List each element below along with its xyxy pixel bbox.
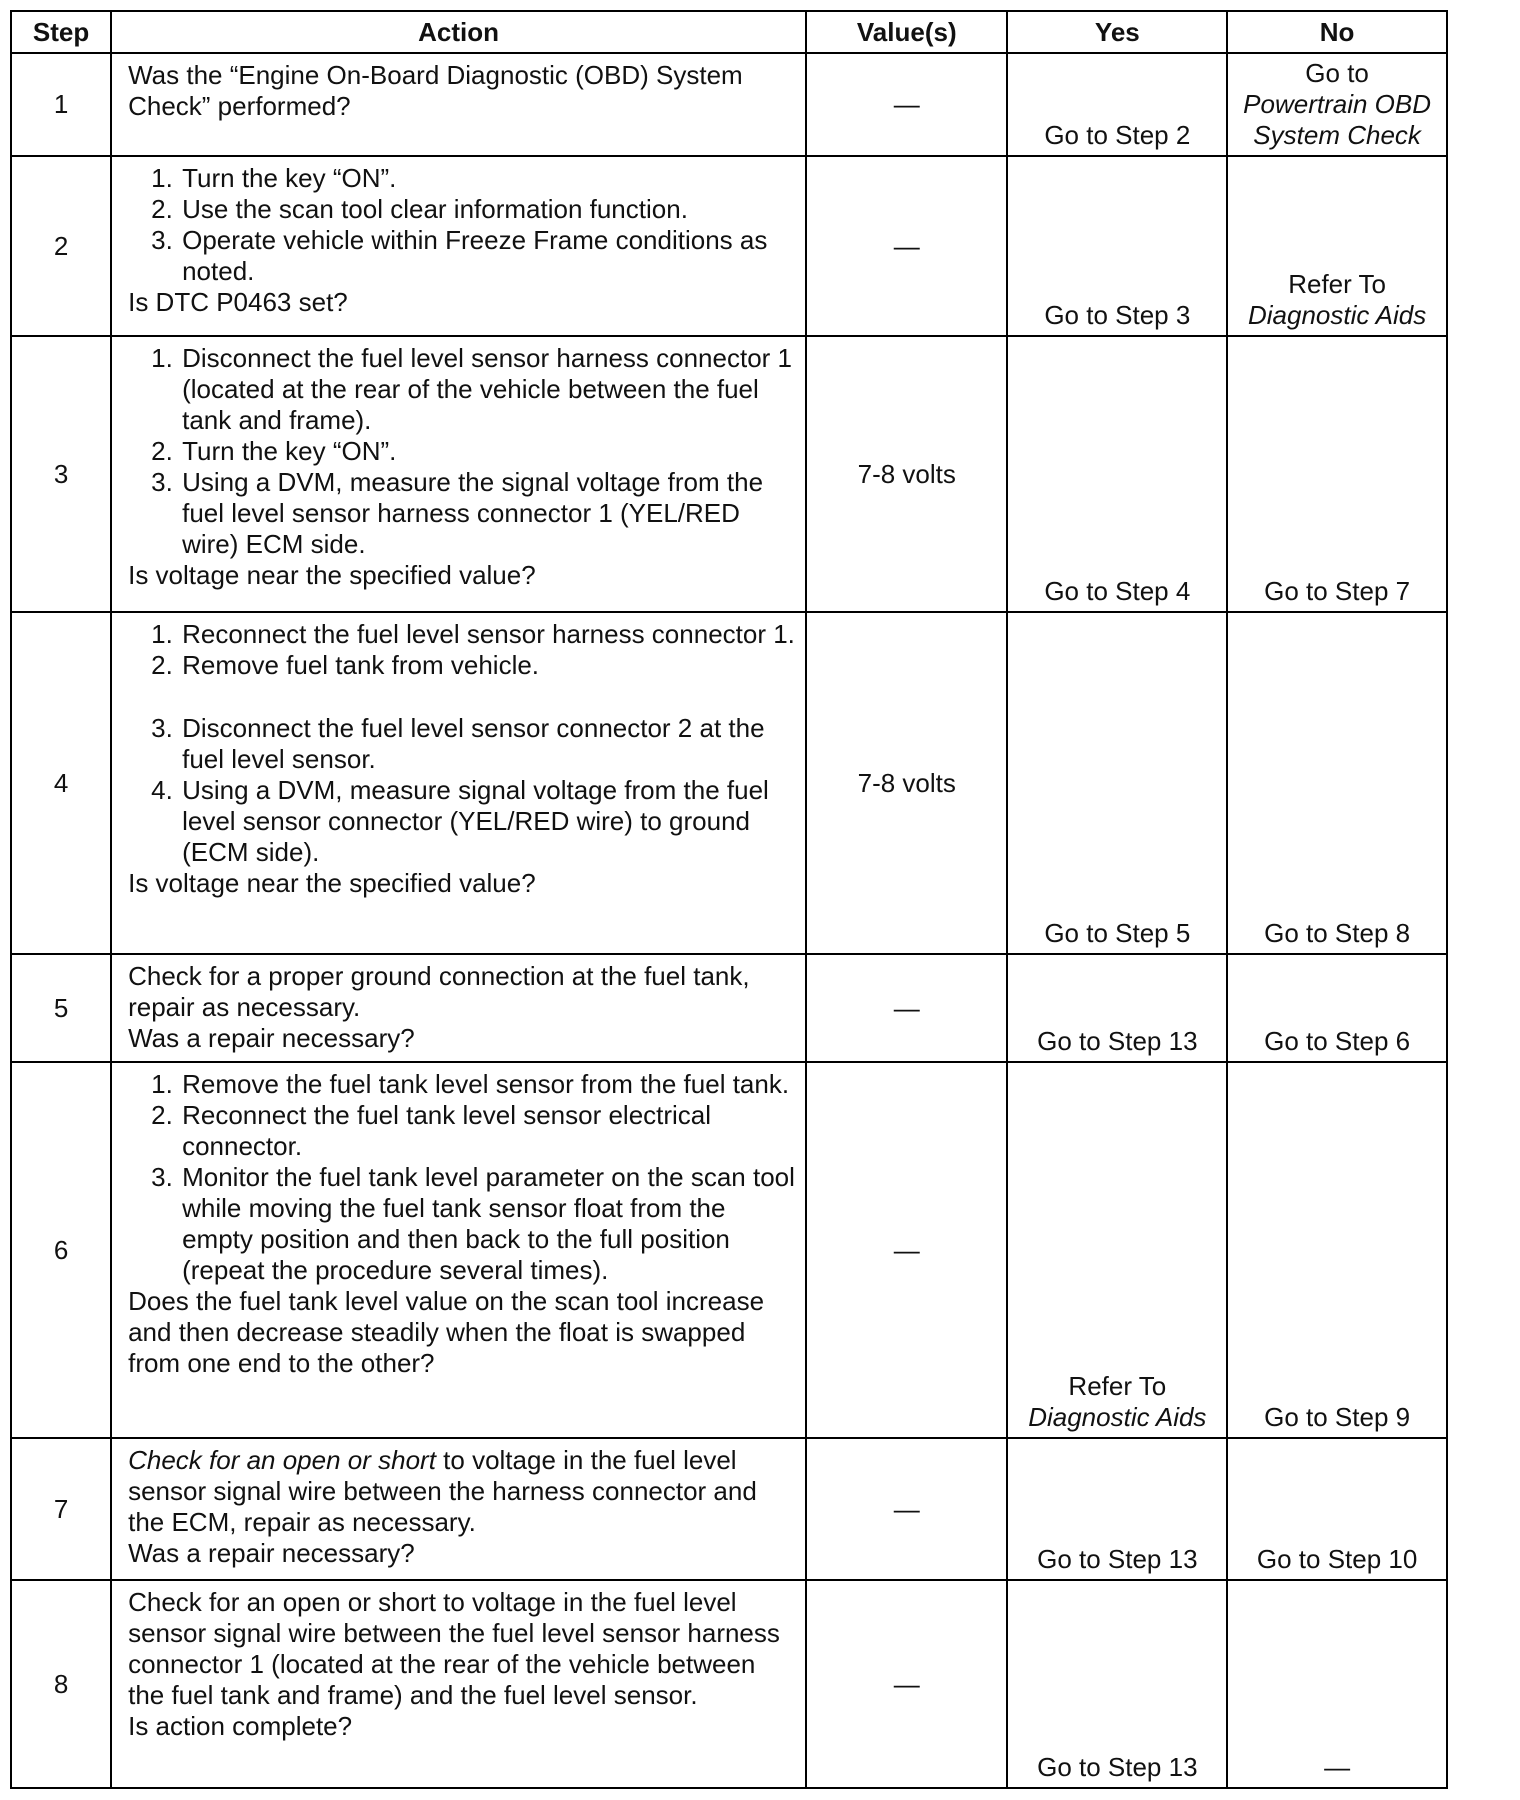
no-cell (1227, 1062, 1447, 1438)
no-cell (1227, 954, 1447, 1062)
action-step-item: 3. Monitor the fuel tank level parameter on the scan tool while moving the fuel tank sensor float from the empty position and then back to the full position (repeat the procedure several times). (180, 1162, 795, 1286)
no-result: Go to Step 8 (1264, 918, 1411, 948)
yes-cell (1007, 1438, 1227, 1580)
table-row (11, 1438, 1447, 1580)
no-result: Go to Step 7 (1264, 576, 1411, 606)
no-result: Go to Step 10 (1256, 1544, 1418, 1574)
action-text: Check for a proper ground connection at the fuel tank, repair as necessary. (128, 961, 750, 1022)
table-row (11, 612, 1447, 954)
step-number: 4 (11, 612, 111, 954)
action-step-item: 3. Operate vehicle within Freeze Frame conditions as noted. (180, 225, 795, 287)
no-result: Refer To (1288, 269, 1386, 299)
action-question: Is DTC P0463 set? (128, 287, 348, 317)
table-row (11, 1580, 1447, 1788)
value-cell: — (806, 1438, 1007, 1580)
no-cell (1227, 1438, 1447, 1580)
value-cell: 7-8 volts (806, 336, 1007, 612)
step-number: 5 (11, 954, 111, 1062)
action-step-item: 2. Turn the key “ON”. (180, 436, 795, 467)
no-result-reference: Powertrain OBD System Check (1243, 89, 1432, 150)
yes-result: Refer To (1068, 1371, 1167, 1401)
no-result: Go to Step 9 (1264, 1402, 1411, 1432)
diagnostic-page (10, 10, 1448, 1789)
step-number: 6 (11, 1062, 111, 1438)
action-step-item: 2. Reconnect the fuel tank level sensor electrical connector. (180, 1100, 795, 1162)
yes-result: Go to Step 2 (1044, 120, 1191, 150)
yes-cell (1007, 1062, 1227, 1438)
action-step-item: 3. Disconnect the fuel level sensor connector 2 at the fuel level sensor. (180, 713, 795, 775)
action-cell (111, 612, 806, 954)
action-cell (111, 1580, 806, 1788)
action-text: Check for an open or short to voltage in the fuel level sensor signal wire between the fuel level sensor harness connector 1 (located at the rear of the vehicle between the fuel tank and frame) and the fuel level sensor. (128, 1587, 780, 1710)
action-cell (111, 1062, 806, 1438)
action-steps (128, 163, 795, 287)
no-cell (1227, 336, 1447, 612)
action-steps (128, 343, 795, 560)
action-step-item: 3. Using a DVM, measure the signal voltage from the fuel level sensor harness connector 1 (YEL/RED wire) ECM side. (180, 467, 795, 560)
action-text-rest: to voltage in the fuel level sensor signal wire between the harness connector and the ECM, repair as necessary. (128, 1445, 757, 1537)
table-row (11, 53, 1447, 156)
step-number: 1 (11, 53, 111, 156)
no-result: Go to Step 6 (1264, 1026, 1411, 1056)
action-step-item: 2. Use the scan tool clear information function. (180, 194, 795, 225)
action-cell (111, 336, 806, 612)
value-cell: — (806, 156, 1007, 336)
action-step-item: 1. Remove the fuel tank level sensor from the fuel tank. (180, 1069, 795, 1100)
action-question: Does the fuel tank level value on the scan tool increase and then decrease steadily when the float is swapped from one end to the other? (128, 1286, 765, 1378)
action-step-item: 1. Disconnect the fuel level sensor harness connector 1 (located at the rear of the vehicle between the fuel tank and frame). (180, 343, 795, 436)
value-cell: — (806, 1580, 1007, 1788)
value-cell: — (806, 954, 1007, 1062)
table-row (11, 156, 1447, 336)
yes-result: Go to Step 13 (1037, 1026, 1198, 1056)
yes-result: Go to Step 5 (1044, 918, 1191, 948)
header-yes: Yes (1007, 11, 1227, 53)
header-action: Action (111, 11, 806, 53)
action-steps (128, 1069, 795, 1286)
action-question: Was a repair necessary? (128, 1538, 415, 1568)
no-cell (1227, 612, 1447, 954)
step-number: 2 (11, 156, 111, 336)
header-no: No (1227, 11, 1447, 53)
diagnostic-table (10, 10, 1448, 1789)
action-question: Is action complete? (128, 1711, 353, 1741)
no-result: Go to (1305, 58, 1369, 88)
no-cell (1227, 156, 1447, 336)
yes-cell (1007, 612, 1227, 954)
yes-result: Go to Step 13 (1037, 1752, 1198, 1782)
no-result-reference: Diagnostic Aids (1247, 300, 1427, 330)
action-text: Was the “Engine On-Board Diagnostic (OBD) System Check” performed? (128, 60, 743, 121)
action-question: Is voltage near the specified value? (128, 560, 536, 590)
step-number: 7 (11, 1438, 111, 1580)
no-cell (1227, 1580, 1447, 1788)
step-number: 8 (11, 1580, 111, 1788)
yes-cell (1007, 336, 1227, 612)
yes-result: Go to Step 3 (1044, 300, 1191, 330)
table-row (11, 1062, 1447, 1438)
table-header-row (11, 11, 1447, 53)
yes-cell (1007, 1580, 1227, 1788)
value-cell: — (806, 1062, 1007, 1438)
yes-cell (1007, 156, 1227, 336)
yes-cell (1007, 53, 1227, 156)
action-question: Is voltage near the specified value? (128, 868, 536, 898)
no-result: — (1324, 1752, 1351, 1782)
action-step-item: 1. Turn the key “ON”. (180, 163, 795, 194)
yes-result-reference: Diagnostic Aids (1028, 1402, 1207, 1432)
action-text (128, 1445, 795, 1538)
action-step-item: 4. Using a DVM, measure signal voltage from the fuel level sensor connector (YEL/RED wire) to ground (ECM side). (180, 775, 795, 868)
yes-cell (1007, 954, 1227, 1062)
action-cell (111, 53, 806, 156)
action-step-item: 2. Remove fuel tank from vehicle. (180, 650, 795, 681)
step-number: 3 (11, 336, 111, 612)
action-cell (111, 1438, 806, 1580)
table-row (11, 336, 1447, 612)
action-cell (111, 156, 806, 336)
value-cell: 7-8 volts (806, 612, 1007, 954)
header-step: Step (11, 11, 111, 53)
action-text-italic: Check for an open or short (128, 1445, 436, 1475)
no-cell (1227, 53, 1447, 156)
action-steps (128, 619, 795, 868)
action-question: Was a repair necessary? (128, 1023, 415, 1053)
yes-result: Go to Step 4 (1044, 576, 1191, 606)
header-values: Value(s) (806, 11, 1007, 53)
action-step-item: 1. Reconnect the fuel level sensor harness connector 1. (180, 619, 795, 650)
yes-result: Go to Step 13 (1037, 1544, 1198, 1574)
value-cell: — (806, 53, 1007, 156)
action-cell (111, 954, 806, 1062)
table-row (11, 954, 1447, 1062)
